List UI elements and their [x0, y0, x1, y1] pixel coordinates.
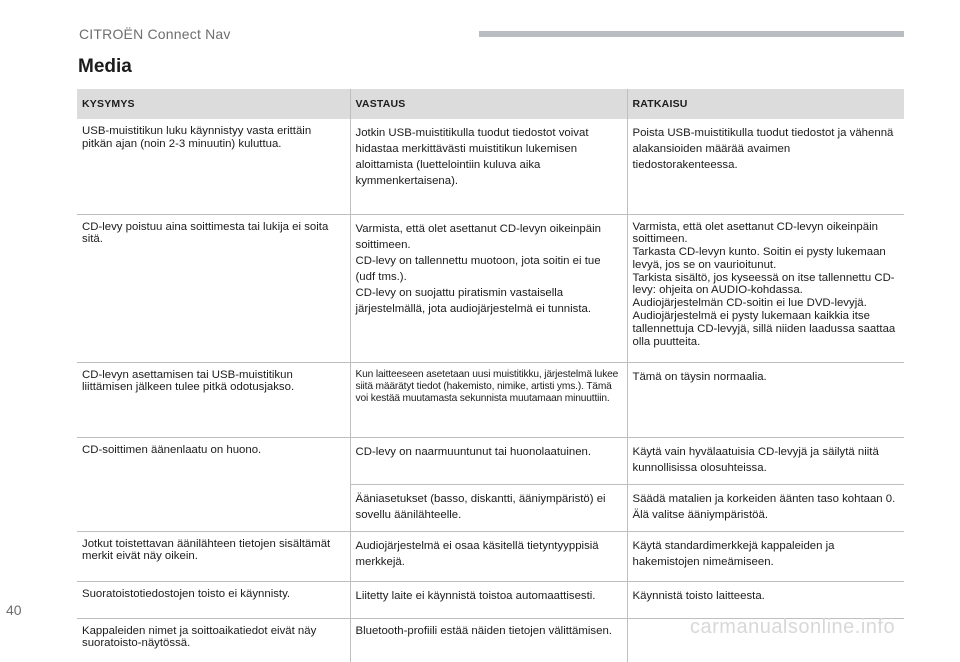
question-text: CD-levy poistuu aina soittimesta tai lukija ei soita sitä.	[82, 220, 329, 246]
answer-cell	[350, 214, 627, 362]
answer-text: Audiojärjestelmä ei osaa käsitellä tietyntyyppisiä merkkejä.	[355, 539, 599, 568]
answer-text: CD-levy on naarmuuntunut tai huonolaatuinen.	[355, 445, 592, 458]
question-cell	[77, 119, 350, 214]
answer-text: Liitetty laite ei käynnistä toistoa automaattisesti.	[355, 589, 596, 602]
answer-text: Varmista, että olet asettanut CD-levyn oikeinpäin soittimeen.	[355, 222, 601, 251]
table-row	[77, 214, 904, 362]
solution-text: Käytä standardimerkkejä kappaleiden ja hakemistojen nimeämiseen.	[632, 539, 835, 568]
solution-text: Audiojärjestelmän CD-soitin ei lue DVD-levyjä.	[632, 297, 867, 310]
question-text: CD-levyn asettamisen tai USB-muistitikun liittämisen jälkeen tulee pitkä odotusjakso.	[82, 368, 295, 394]
solution-text: Audiojärjestelmä ei pysty lukemaan kaikkia itse tallennettuja CD-levyjä, sillä niiden laadussa saattaa olla puutteita.	[632, 310, 896, 348]
answer-text: Jotkin USB-muistitikulla tuodut tiedostot voivat hidastaa merkittävästi muistitikun lukemisen aloittamista (luettelointiin kuluva aika kymmenkertaisena).	[355, 127, 589, 187]
header-bar	[479, 31, 904, 37]
question-text: Suoratoistotiedostojen toisto ei käynnisty.	[82, 587, 291, 600]
question-cell	[77, 437, 350, 531]
question-cell	[77, 581, 350, 618]
question-cell	[77, 214, 350, 362]
question-cell	[77, 362, 350, 437]
answer-cell	[350, 437, 627, 484]
solution-cell	[627, 214, 904, 362]
table-header-row	[77, 89, 904, 119]
manual-header-title: CITROËN Connect Nav	[79, 26, 231, 42]
question-cell	[77, 531, 350, 581]
answer-cell	[350, 581, 627, 618]
solution-text: Säädä matalien ja korkeiden äänten taso kohtaan 0. Älä valitse ääniympäristöä.	[632, 492, 896, 521]
answer-text: CD-levy on suojattu piratismin vastaisella järjestelmällä, jota audiojärjestelmä ei tunnista.	[355, 286, 592, 315]
answer-cell	[350, 618, 627, 662]
solution-text: Poista USB-muistitikulla tuodut tiedostot ja vähennä alakansioiden määrää avaimen tiedostorakenteessa.	[632, 127, 894, 171]
question-cell	[77, 618, 350, 662]
solution-text: Tämä on täysin normaalia.	[632, 370, 767, 383]
answer-cell	[350, 362, 627, 437]
section-title: Media	[78, 56, 132, 77]
answer-text: Ääniasetukset (basso, diskantti, ääniympäristö) ei sovellu äänilähteelle.	[355, 492, 606, 521]
answer-text: Bluetooth-profiili estää näiden tietojen välittämisen.	[355, 624, 612, 637]
solution-cell	[627, 362, 904, 437]
table-row	[77, 119, 904, 214]
answer-text: Kun laitteeseen asetetaan uusi muistitikku, järjestelmä lukee siitä määrätyt tiedot (hakemisto, nimike, artisti yms.). Tämä voi kestää muutamasta sekunnista muutamaan minuuttiin.	[355, 368, 619, 404]
answer-text: CD-levy on tallennettu muotoon, jota soitin ei tue (udf tms.).	[355, 254, 601, 283]
question-text: USB-muistitikun luku käynnistyy vasta erittäin pitkän ajan (noin 2-3 minuutin) kuluttua.	[82, 125, 312, 150]
table-row	[77, 362, 904, 437]
page-number: 40	[6, 602, 22, 618]
solution-cell	[627, 581, 904, 618]
column-header-solution: RATKAISU	[627, 89, 904, 119]
column-header-answer: VASTAUS	[350, 89, 627, 119]
solution-text: Käytä vain hyvälaatuisia CD-levyjä ja säilytä niitä kunnollisissa olosuhteissa.	[632, 445, 879, 474]
solution-cell	[627, 484, 904, 531]
solution-cell	[627, 437, 904, 484]
answer-cell	[350, 119, 627, 214]
solution-text: Tarkista sisältö, jos kyseessä on itse tallennettu CD-levy: ohjeita on AUDIO-kohdassa.	[632, 271, 895, 297]
solution-cell	[627, 119, 904, 214]
table-row	[77, 531, 904, 581]
table-row	[77, 581, 904, 618]
solution-text: Käynnistä toisto laitteesta.	[632, 589, 765, 602]
question-text: Kappaleiden nimet ja soittoaikatiedot eivät näy suoratoisto-näytössä.	[82, 624, 317, 650]
solution-text: Varmista, että olet asettanut CD-levyn oikeinpäin soittimeen.	[632, 220, 878, 246]
question-text: CD-soittimen äänenlaatu on huono.	[82, 443, 262, 456]
troubleshooting-table	[77, 89, 904, 662]
answer-cell	[350, 484, 627, 531]
solution-text: Tarkasta CD-levyn kunto. Soitin ei pysty lukemaan levyä, jos se on vaurioitunut.	[632, 246, 886, 271]
table-row	[77, 437, 904, 484]
watermark: carmanualsonline.info	[690, 616, 896, 638]
answer-cell	[350, 531, 627, 581]
solution-cell	[627, 531, 904, 581]
question-text: Jotkut toistettavan äänilähteen tietojen sisältämät merkit eivät näy oikein.	[82, 537, 331, 563]
column-header-question: KYSYMYS	[77, 89, 350, 119]
